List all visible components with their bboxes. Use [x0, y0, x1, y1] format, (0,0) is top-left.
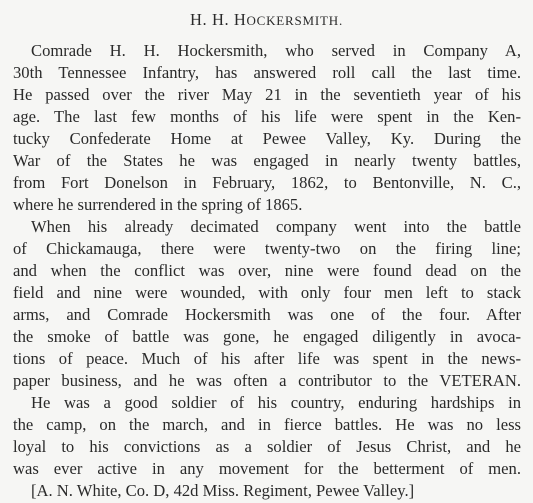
paragraph-3-line-2: the camp, on the march, and in fierce battles. He was no less [13, 415, 521, 434]
signature-line: [A. N. White, Co. D, 42d Miss. Regiment, Pewee Valley.] [31, 481, 415, 500]
paragraph-2-line-2: of Chickamauga, there were twenty-two on the firing line; [13, 239, 521, 258]
paragraph-1-line-8: where he surrendered in the spring of 1865. [13, 195, 303, 214]
paragraph-2-line-3: and when the conflict was over, nine were found dead on the [13, 261, 521, 280]
paragraph-3-line-3: loyal to his convictions as a soldier of Jesus Christ, and he [13, 437, 521, 456]
title-initials: H. H. H [189, 10, 247, 29]
paragraph-1-line-1: Comrade H. H. Hockersmith, who served in Company A, [31, 41, 521, 60]
title-small-caps: OCKERSMITH. [246, 13, 343, 28]
paragraph-2-line-8: paper business, and he was often a contributor to the VETERAN. [13, 371, 521, 390]
paragraph-2-line-4: field and nine were wounded, with only four men left to stack [13, 283, 521, 302]
paragraph-1-line-5: tucky Confederate Home at Pewee Valley, Ky. During the [13, 129, 521, 148]
paragraph-2-line-6: the smoke of battle was gone, he engaged diligently in avoca- [13, 327, 521, 346]
paragraph-1-line-7: from Fort Donelson in February, 1862, to Bentonville, N. C., [13, 173, 521, 192]
paragraph-3-line-4: was ever active in any movement for the betterment of men. [13, 459, 521, 478]
obituary-title [0, 10, 533, 30]
paragraph-1-line-3: He passed over the river May 21 in the seventieth year of his [13, 85, 521, 104]
paragraph-1-line-4: age. The last few months of his life were spent in the Ken- [13, 107, 521, 126]
paragraph-2-line-7: tions of peace. Much of his after life was spent in the news- [13, 349, 521, 368]
paragraph-2-line-1: When his already decimated company went into the battle [31, 217, 521, 236]
paragraph-2-line-5: arms, and Comrade Hockersmith was one of the four. After [13, 305, 521, 324]
paragraph-1-line-6: War of the States he was engaged in nearly twenty battles, [13, 151, 521, 170]
paragraph-1-line-2: 30th Tennessee Infantry, has answered roll call the last time. [13, 63, 521, 82]
paragraph-3-line-1: He was a good soldier of his country, enduring hardships in [31, 393, 521, 412]
